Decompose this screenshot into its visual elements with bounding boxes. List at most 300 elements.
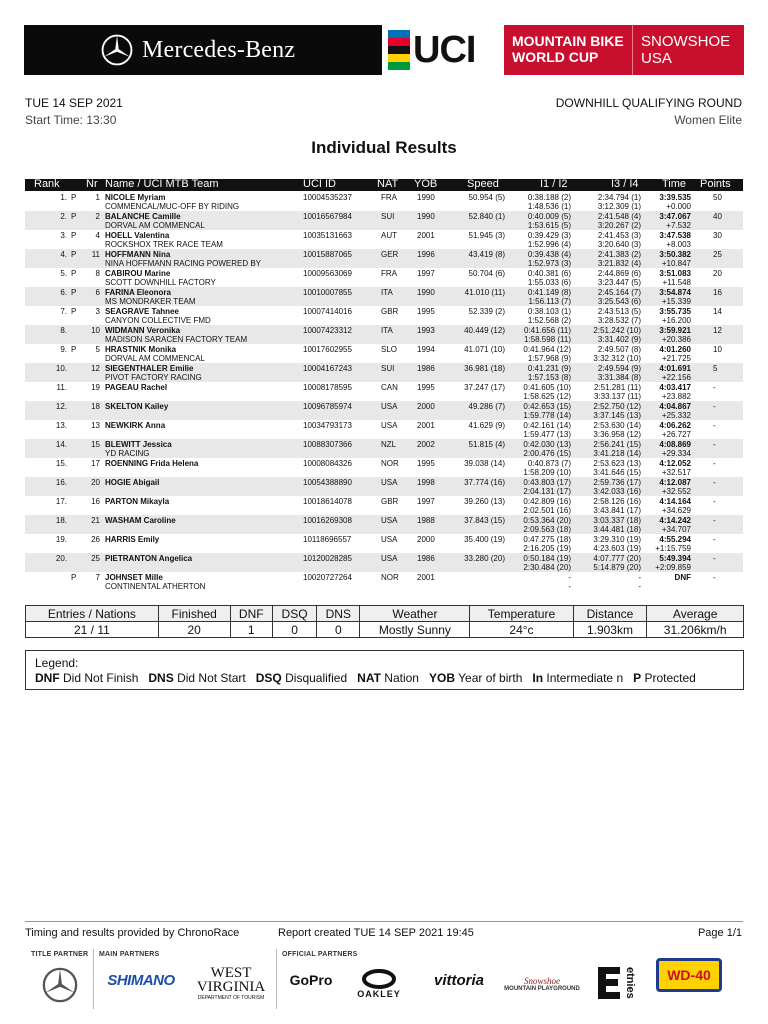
row-bib: 5 [95, 345, 100, 354]
legend-abbr: NAT [357, 671, 381, 685]
row-i4: 3:20.267 (2) [597, 221, 641, 230]
col-speed: Speed [467, 178, 499, 190]
row-rank: 17. [55, 497, 67, 506]
row-i4: 3:32.312 (10) [593, 354, 641, 363]
row-i1: 0:40.009 (5) [527, 212, 571, 221]
row-i2: - [568, 582, 571, 591]
row-rider-name: PIETRANTON Angelica [105, 554, 193, 563]
summary-value-cell: 24°c [470, 622, 573, 638]
row-rank: 1. [60, 193, 67, 202]
row-i2: 1:52.996 (4) [527, 240, 571, 249]
row-points: 10 [713, 345, 722, 354]
report-created: Report created TUE 14 SEP 2021 19:45 [278, 927, 474, 939]
main-partners-label: MAIN PARTNERS [99, 951, 160, 958]
row-i3: 2:56.241 (15) [593, 440, 641, 449]
row-points: 25 [713, 250, 722, 259]
summary-value-cell: 0 [317, 622, 360, 638]
row-rank: 3. [60, 231, 67, 240]
row-team: SCOTT DOWNHILL FACTORY [105, 278, 216, 287]
row-nation: USA [381, 421, 398, 430]
summary-header-cell: Average [647, 606, 744, 622]
row-uci-id: 10034793173 [303, 421, 352, 430]
row-i2: 1:57.153 (8) [527, 373, 571, 382]
row-speed: 41.010 (11) [464, 288, 505, 297]
row-time: 4:55.294 [659, 535, 691, 544]
row-i1: 0:40.873 (7) [527, 459, 571, 468]
row-i1: 0:42.653 (15) [523, 402, 571, 411]
row-time: 4:01.691 [659, 364, 691, 373]
row-bib: 7 [95, 573, 100, 582]
row-rank: 18. [55, 516, 67, 525]
summary-value-cell: Mostly Sunny [360, 622, 470, 638]
row-speed: 49.286 (7) [468, 402, 505, 411]
row-rank: 13. [55, 421, 67, 430]
row-rider-name: HOFFMANN Nina [105, 250, 171, 259]
row-yob: 1986 [417, 554, 435, 563]
row-i4: 3:31.402 (9) [597, 335, 641, 344]
legend-text: Did Not Finish [63, 671, 139, 685]
row-rank: 4. [60, 250, 67, 259]
row-i2: 2:09.563 (18) [523, 525, 571, 534]
row-i4: 4:23.603 (19) [593, 544, 641, 553]
row-points: - [713, 478, 716, 487]
row-points: - [713, 421, 716, 430]
table-row [25, 287, 743, 306]
row-uci-id: 10020727264 [303, 573, 352, 582]
row-gap: +15.339 [661, 297, 691, 306]
row-nation: CAN [381, 383, 398, 392]
row-time: 3:47.067 [659, 212, 691, 221]
row-bib: 26 [91, 535, 100, 544]
start-time: Start Time: 13:30 [25, 113, 117, 127]
row-i4: 3:21.832 (4) [597, 259, 641, 268]
row-rider-name: SIEGENTHALER Emilie [105, 364, 194, 373]
row-i1: 0:41.231 (9) [527, 364, 571, 373]
row-time: 4:01.260 [659, 345, 691, 354]
row-points: - [713, 516, 716, 525]
wv-line-1: WEST [210, 965, 252, 981]
row-yob: 1993 [417, 326, 435, 335]
row-i3: 2:59.736 (17) [593, 478, 641, 487]
vittoria-logo: vittoria [433, 971, 484, 989]
row-i4: 3:37.145 (13) [593, 411, 641, 420]
row-uci-id: 10017602955 [303, 345, 352, 354]
row-team: MS MONDRAKER TEAM [105, 297, 196, 306]
row-uci-id: 10120028285 [303, 554, 352, 563]
row-bib: 10 [91, 326, 100, 335]
mercedes-star-icon [41, 966, 79, 1004]
row-time: 3:51.083 [659, 269, 691, 278]
row-rider-name: ROENNING Frida Helena [105, 459, 199, 468]
row-i1: 0:38.103 (1) [527, 307, 571, 316]
row-yob: 1986 [417, 364, 435, 373]
row-protected: P [71, 193, 77, 202]
table-row [25, 268, 743, 287]
row-points: 5 [713, 364, 718, 373]
row-protected: P [71, 345, 77, 354]
row-i3: 2:58.126 (16) [593, 497, 641, 506]
summary-header-cell: Finished [158, 606, 230, 622]
summary-value-cell: 20 [158, 622, 230, 638]
table-row [25, 211, 743, 230]
row-i2: 2:00.476 (15) [523, 449, 571, 458]
row-yob: 2001 [417, 573, 435, 582]
row-team: YD RACING [105, 449, 150, 458]
row-speed: 41.629 (9) [468, 421, 505, 430]
table-row [25, 192, 743, 211]
summary-value-cell: 1 [230, 622, 272, 638]
row-rider-name: NICOLE Myriam [105, 193, 166, 202]
row-bib: 18 [91, 402, 100, 411]
wd40-logo: WD-40 [656, 958, 722, 992]
row-time: 3:50.382 [659, 250, 691, 259]
row-rank: 10. [55, 364, 67, 373]
row-gap: +11.548 [662, 278, 691, 287]
legend-item [357, 671, 419, 685]
row-time: 4:12.052 [659, 459, 691, 468]
row-time: 4:14.164 [659, 497, 691, 506]
row-i2: 2:02.501 (16) [523, 506, 571, 515]
venue-name [632, 25, 744, 75]
row-nation: NZL [381, 440, 397, 449]
uci-logo [382, 25, 504, 75]
row-uci-id: 10054388890 [303, 478, 352, 487]
oakley-ellipse-icon [362, 969, 396, 989]
row-i3: 2:41.548 (4) [597, 212, 641, 221]
table-row [25, 534, 743, 553]
row-i4: 3:25.543 (6) [597, 297, 641, 306]
row-yob: 2001 [417, 231, 435, 240]
row-nation: USA [381, 478, 398, 487]
row-i1: 0:38.188 (2) [527, 193, 571, 202]
row-bib: 3 [95, 307, 100, 316]
row-i1: 0:42.030 (13) [523, 440, 571, 449]
row-rank: 12. [55, 402, 67, 411]
row-i4: 3:44.481 (18) [593, 525, 641, 534]
legend-title: Legend: [35, 656, 79, 670]
row-gap: +25.332 [661, 411, 691, 420]
uci-wordmark: UCI [413, 28, 476, 71]
row-i3: 2:43.513 (5) [597, 307, 641, 316]
row-protected: P [71, 250, 77, 259]
row-time: 4:04.867 [659, 402, 691, 411]
sponsor-divider [93, 949, 94, 1009]
gopro-logo: GoPro [289, 972, 333, 988]
legend-text: Year of birth [458, 671, 523, 685]
row-bib: 21 [91, 516, 100, 525]
row-rider-name: HARRIS Emily [105, 535, 160, 544]
row-nation: SLO [381, 345, 398, 354]
row-yob: 1990 [417, 212, 435, 221]
legend-item [256, 671, 347, 685]
row-team: CANYON COLLECTIVE FMD [105, 316, 211, 325]
row-i2: 1:52.973 (3) [527, 259, 571, 268]
summary-value-cell: 0 [272, 622, 316, 638]
row-time: 4:08.869 [659, 440, 691, 449]
row-rank: 6. [60, 288, 67, 297]
row-points: - [713, 459, 716, 468]
row-uci-id: 10096785974 [303, 402, 352, 411]
summary-header-cell: Entries / Nations [26, 606, 159, 622]
row-speed: 37.247 (17) [464, 383, 505, 392]
row-bib: 19 [91, 383, 100, 392]
row-gap: +10.847 [661, 259, 691, 268]
row-yob: 2000 [417, 535, 435, 544]
row-gap: +32.552 [661, 487, 691, 496]
row-nation: USA [381, 535, 398, 544]
legend-abbr: In [532, 671, 544, 685]
row-uci-id: 10018614078 [303, 497, 352, 506]
row-yob: 1995 [417, 383, 435, 392]
row-speed: 50.954 (5) [468, 193, 505, 202]
row-rider-name: BALANCHE Camille [105, 212, 181, 221]
row-yob: 1994 [417, 345, 435, 354]
row-points: - [713, 383, 716, 392]
row-i4: 3:31.384 (8) [597, 373, 641, 382]
row-i1: - [568, 573, 571, 582]
row-speed: 33.280 (20) [464, 554, 505, 563]
row-gap: +34.629 [661, 506, 691, 515]
col-nat: NAT [377, 178, 399, 190]
summary-header-cell: DNF [230, 606, 272, 622]
row-i2: 1:59.778 (14) [523, 411, 571, 420]
row-i1: 0:43.803 (17) [523, 478, 571, 487]
row-speed: 39.260 (13) [464, 497, 505, 506]
row-yob: 1997 [417, 497, 435, 506]
legend-text: Did Not Start [177, 671, 246, 685]
row-team: COMMENCAL/MUC-OFF BY RIDING [105, 202, 240, 211]
row-yob: 1990 [417, 193, 435, 202]
row-uci-id: 10016567984 [303, 212, 352, 221]
race-round: DOWNHILL QUALIFYING ROUND [555, 96, 742, 110]
row-time: 5:49.394 [659, 554, 691, 563]
row-i4: 3:20.640 (3) [597, 240, 641, 249]
row-nation: GER [381, 250, 399, 259]
row-rider-name: HOELL Valentina [105, 231, 170, 240]
results-table [25, 192, 743, 591]
mercedes-logo [100, 33, 295, 67]
summary-header-row [26, 606, 744, 622]
row-points: 30 [713, 231, 722, 240]
row-rider-name: CABIROU Marine [105, 269, 171, 278]
row-time: 3:54.874 [659, 288, 691, 297]
title-partner-label: TITLE PARTNER [31, 951, 89, 958]
row-team: ROCKSHOX TREK RACE TEAM [105, 240, 223, 249]
wv-sub: DEPARTMENT OF TOURISM [197, 995, 265, 1001]
row-i1: 0:42.161 (14) [523, 421, 571, 430]
row-rider-name: PARTON Mikayla [105, 497, 170, 506]
row-rider-name: SKELTON Kailey [105, 402, 169, 411]
row-gap: +8.003 [666, 240, 691, 249]
summary-value-cell: 21 / 11 [26, 622, 159, 638]
row-i4: 3:43.841 (17) [593, 506, 641, 515]
row-uci-id: 10009563069 [303, 269, 352, 278]
row-points: - [713, 497, 716, 506]
row-uci-id: 10035131663 [303, 231, 352, 240]
row-yob: 2001 [417, 421, 435, 430]
row-speed: 41.071 (10) [464, 345, 505, 354]
row-uci-id: 10088307366 [303, 440, 352, 449]
legend-text: Nation [384, 671, 419, 685]
row-uci-id: 10118696557 [303, 535, 352, 544]
legend-abbr: DNS [148, 671, 174, 685]
table-row [25, 420, 743, 439]
legend-abbr: DNF [35, 671, 60, 685]
table-row [25, 572, 743, 591]
row-i2: 1:58.625 (12) [523, 392, 571, 401]
sponsor-divider [276, 949, 277, 1009]
row-i3: 3:29.310 (19) [593, 535, 641, 544]
col-yob: YOB [414, 178, 438, 190]
row-bib: 11 [91, 250, 100, 259]
row-rank: 5. [60, 269, 67, 278]
summary-header-cell: Temperature [470, 606, 573, 622]
row-i4: 3:41.218 (14) [593, 449, 641, 458]
row-gap: +1:15.759 [655, 544, 691, 553]
row-rank: 19. [55, 535, 67, 544]
header-banner [24, 25, 744, 75]
row-team: PIVOT FACTORY RACING [105, 373, 202, 382]
row-i2: 2:04.131 (17) [523, 487, 571, 496]
snowshoe-logo [504, 962, 580, 1006]
table-row [25, 477, 743, 496]
row-i1: 0:41.964 (12) [523, 345, 571, 354]
summary-header-cell: Weather [360, 606, 470, 622]
row-i3: 2:51.281 (11) [594, 383, 641, 392]
row-time: 3:55.735 [659, 307, 691, 316]
uci-world-cup-logo [382, 25, 744, 75]
row-gap: +0.000 [666, 202, 691, 211]
row-i2: 1:58.598 (11) [524, 335, 571, 344]
row-i3: 2:52.750 (12) [593, 402, 641, 411]
row-points: - [713, 402, 716, 411]
row-rank: 15. [55, 459, 67, 468]
row-rider-name: HRASTNIK Monika [105, 345, 177, 354]
snowshoe-line-2: MOUNTAIN PLAYGROUND [504, 986, 580, 992]
row-nation: FRA [381, 269, 397, 278]
row-uci-id: 10008084326 [303, 459, 352, 468]
row-uci-id: 10016269308 [303, 516, 352, 525]
row-points: 50 [713, 193, 722, 202]
row-speed: 37.774 (16) [464, 478, 505, 487]
row-bib: 20 [91, 478, 100, 487]
row-i1: 0:40.381 (6) [527, 269, 571, 278]
row-speed: 51.815 (4) [468, 440, 505, 449]
row-i3: 3:03.337 (18) [593, 516, 641, 525]
row-bib: 2 [95, 212, 100, 221]
legend-item [35, 671, 138, 685]
row-i1: 0:42.809 (16) [523, 497, 571, 506]
row-team: DORVAL AM COMMENCAL [105, 354, 205, 363]
row-uci-id: 10015887065 [303, 250, 352, 259]
row-i2: 1:57.968 (9) [527, 354, 571, 363]
legend-item [429, 671, 522, 685]
row-points: 16 [713, 288, 722, 297]
row-time: DNF [674, 573, 691, 582]
row-nation: USA [381, 516, 398, 525]
row-i3: 4:07.777 (20) [593, 554, 641, 563]
row-time: 4:12.087 [659, 478, 691, 487]
row-time: 3:47.538 [659, 231, 691, 240]
west-virginia-logo [192, 962, 270, 1006]
row-protected: P [71, 269, 77, 278]
race-date: TUE 14 SEP 2021 [25, 96, 123, 110]
legend-box [25, 650, 744, 690]
row-gap: +7.532 [666, 221, 691, 230]
table-row [25, 249, 743, 268]
summary-values-row [26, 622, 744, 638]
row-i2: 1:52.568 (2) [527, 316, 571, 325]
row-yob: 1990 [417, 288, 435, 297]
row-i4: 3:41.646 (15) [593, 468, 641, 477]
row-i4: 3:28.532 (7) [597, 316, 641, 325]
row-yob: 1996 [417, 250, 435, 259]
row-i2: 1:48.536 (1) [527, 202, 571, 211]
row-i3: 2:49.594 (9) [597, 364, 641, 373]
row-uci-id: 10004535237 [303, 193, 352, 202]
col-nr: Nr [86, 178, 98, 190]
row-time: 4:14.242 [659, 516, 691, 525]
row-nation: SUI [381, 364, 395, 373]
col-name: Name / UCI MTB Team [105, 178, 219, 190]
table-row [25, 439, 743, 458]
etnies-logo [588, 958, 644, 1008]
summary-table [25, 605, 744, 638]
row-i1: 0:41.605 (10) [523, 383, 571, 392]
row-gap: +16.200 [661, 316, 691, 325]
row-yob: 2000 [417, 402, 435, 411]
table-row [25, 553, 743, 572]
row-i3: 2:51.242 (10) [593, 326, 641, 335]
row-speed: 52.840 (1) [468, 212, 505, 221]
row-time: 3:59.921 [659, 326, 691, 335]
summary-value-cell: 1.903km [573, 622, 647, 638]
row-speed: 35.400 (19) [464, 535, 505, 544]
summary-header-cell: DNS [317, 606, 360, 622]
row-rank: 20. [55, 554, 67, 563]
row-rank: 11. [56, 383, 67, 392]
oakley-logo [348, 962, 410, 1006]
row-time: 3:39.535 [659, 193, 691, 202]
official-partners-label: OFFICIAL PARTNERS [282, 951, 358, 958]
row-yob: 1998 [417, 478, 435, 487]
venue-line-2: USA [641, 50, 672, 67]
col-points: Points [700, 178, 731, 190]
row-i4: - [638, 582, 641, 591]
summary-header-cell: Distance [573, 606, 647, 622]
row-protected: P [71, 307, 77, 316]
row-i1: 0:53.364 (20) [523, 516, 571, 525]
row-bib: 17 [91, 459, 100, 468]
row-gap: +34.707 [661, 525, 691, 534]
row-gap: +21.725 [661, 354, 691, 363]
venue-line-1: SNOWSHOE [641, 33, 731, 50]
row-bib: 12 [91, 364, 100, 373]
row-nation: USA [381, 402, 398, 411]
oakley-wordmark: OAKLEY [357, 989, 401, 999]
row-i1: 0:41.656 (11) [524, 326, 571, 335]
row-team: MADISON SARACEN FACTORY TEAM [105, 335, 248, 344]
row-bib: 13 [91, 421, 100, 430]
brand-name: Mercedes-Benz [142, 36, 296, 63]
row-team: DORVAL AM COMMENCAL [105, 221, 205, 230]
row-protected: P [71, 212, 77, 221]
row-nation: NOR [381, 573, 399, 582]
row-i4: 3:12.309 (1) [597, 202, 641, 211]
col-rank: Rank [34, 178, 60, 190]
row-uci-id: 10008178595 [303, 383, 352, 392]
legend-item [633, 671, 696, 685]
